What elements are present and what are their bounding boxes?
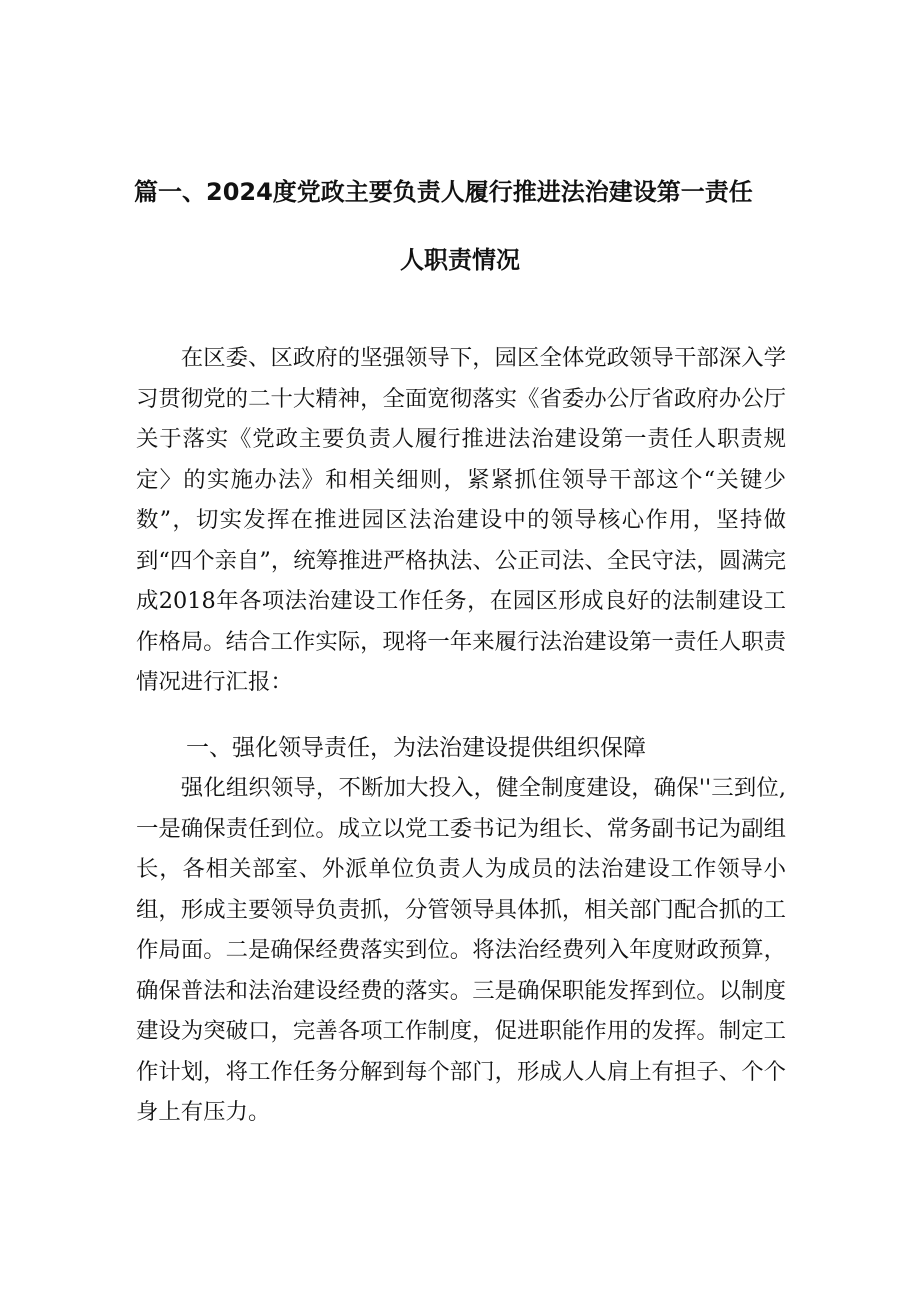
section-1-paragraph: 强化组织领导，不断加大投入，健全制度建设，确保''三到位,一是确保责任到位。成立以党工委书记为组长、常务副书记为副组长，各相关部室、外派单位负责人为成员的法治建设工作领导小组，形成主要领导负责抓，分管领导具体抓，相关部门配合抓的工作局面。二是确保经费落实到位。将法治经费列入年度财政预算，确保普法和法治建设经费的落实。三是确保职能发挥到位。以制度建设为突破口，完善各项工作制度，促进职能作用的发挥。制定工作计划，将工作任务分解到每个部门，形成人人肩上有担子、个个身上有压力。 — [136, 775, 786, 1125]
document-title-line-2: 人职责情况 — [400, 246, 520, 274]
section-heading-1: 一、强化领导责任，为法治建设提供组织保障 — [186, 735, 646, 761]
document-title-line-1: 篇一、2024度党政主要负责人履行推进法治建设第一责任 — [134, 178, 753, 206]
intro-paragraph: 在区委、区政府的坚强领导下，园区全体党政领导干部深入学习贯彻党的二十大精神，全面宽彻落实《省委办公厅省政府办公厅关于落实《党政主要负责人履行推进法治建设第一责任人职责规定〉的实施办法》和相关细则，紧紧抓住领导干部这个“关键少数”，切实发挥在推进园区法治建设中的领导核心作用，坚持做到“四个亲自”，统筹推进严格执法、公正司法、全民守法，圆满完成2018年各项法治建设工作任务，在园区形成良好的法制建设工作格局。结合工作实际，现将一年来履行法治建设第一责任人职责情况进行汇报： — [136, 345, 786, 695]
